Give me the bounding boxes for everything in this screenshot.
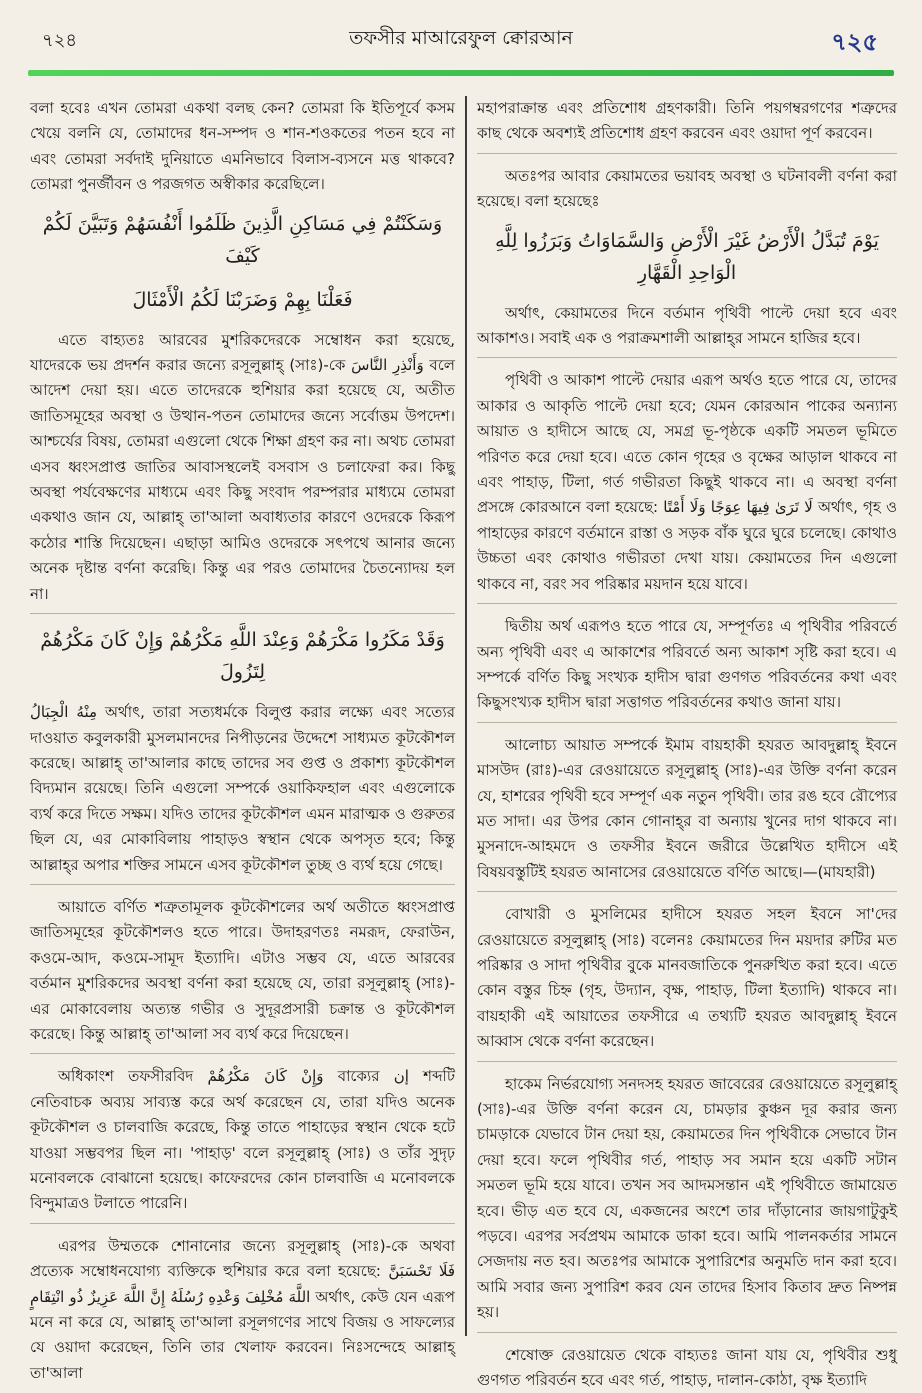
arabic-verse: وَسَكَنْتُمْ فِي مَسَاكِنِ الَّذِينَ ظَلَمُوا أَنْفُسَهُمْ وَتَبَيَّنَ لَكُمْ كَيْفَ: [42, 212, 443, 267]
paragraph: আয়াতে বর্ণিত শত্রুতামূলক কূটকৌশলের অর্থ অতীতে ধ্বংসপ্রাপ্ত জাতিসমূহের কূটকৌশলও হতে পারে। উদাহরণতঃ নমরূদ, ফেরাউন, কওমে-আদ, কওমে-সামূদ ইত্যাদি। এটাও সম্ভব যে, এতে আরবের বর্তমান মুশরিকদের অবস্থা বর্ণনা করা হয়েছে যে, তারা রসূলুল্লাহ্ (সাঃ)-এর মোকাবেলায় অত্যন্ত গভীর ও সুদূরপ্রসারী চক্রান্ত ও কূটকৌশল করেছে। কিন্তু আল্লাহ্ তা'আলা সব ব্যর্থ করে দিয়েছেন।: [30, 895, 455, 1054]
paragraph: এতে বাহ্যতঃ আরবের মুশরিকদেরকে সম্বোধন করা হয়েছে, যাদেরকে ভয় প্রদর্শন করার জন্যে রসূলুল্লাহ্ (সাঃ)-কে وَأَنْذِرِ النَّاسَ বলে আদেশ দেয়া হয়। এতে তাদেরকে হুশিয়ার করা হয়েছে যে, অতীত জাতিসমূহের অবস্থা ও উত্থান-পতন তোমাদের জন্যে সর্বোত্তম উপদেশ। আশ্চর্যের বিষয়, তোমরা এগুলো থেকে শিক্ষা গ্রহণ কর না। অথচ তোমরা এসব ধ্বংসপ্রাপ্ত জাতির আবাসস্থলেই বসবাস ও চলাফেরা কর। কিছু অবস্থা পর্যবেক্ষণের মাধ্যমে এবং কিছু সংবাদ পরম্পরার মাধ্যমে তোমরা একথাও জান যে, আল্লাহ্ তা'আলা অবাধ্যতার কারণে ওদেরকে কিরূপ কঠোর শাস্তি দিয়েছেন। এছাড়া আমিও ওদেরকে সৎপথে আনার জন্যে অনেক দৃষ্টান্ত বর্ণনা করেছি। কিন্তু এর পরও তোমাদের চৈতন্যোদয় হল না।: [30, 328, 455, 614]
book-title: তফসীর মাআরেফুল ক্বোরআন: [349, 27, 573, 49]
paragraph: বলা হবেঃ এখন তোমরা একথা বলছ কেন? তোমরা কি ইতিপূর্বে কসম খেয়ে বলনি যে, তোমাদের ধন-সম্পদ ও শান-শওকতের পতন হবে না এবং তোমরা সর্বদাই দুনিয়াতে এমনিভাবে বিলাস-ব্যসনে মত্ত থাকবে? তোমরা পুনর্জীবন ও পরজগত অস্বীকার করেছিলে।: [30, 99, 455, 194]
paragraph: অর্থাৎ, কেয়ামতের দিনে বর্তমান পৃথিবী পাল্টে দেয়া হবে এবং আকাশও। সবাই এক ও পরাক্রমশালী আল্লাহ্‌র সামনে হাজির হবে।: [477, 301, 897, 359]
right-column: [477, 96, 897, 1390]
paragraph: শেষোক্ত রেওয়ায়েত থেকে বাহ্যতঃ জানা যায় যে, পৃথিবীর শুধু গুণগত পরিবর্তন হবে এবং গর্ত, পাহাড়, দালান-কোঠা, বৃক্ষ ইত্যাদি: [477, 1345, 897, 1390]
paragraph: মহাপরাক্রান্ত এবং প্রতিশোধ গ্রহণকারী। তিনি পয়গম্বরগণের শত্রুদের কাছ থেকে অবশ্যই প্রতিশোধ গ্রহণ করবেন এবং ওয়াদা পূর্ণ করবেন।: [477, 96, 897, 154]
paragraph: বোখারী ও মুসলিমের হাদীসে হযরত সহল ইবনে সা'দের রেওয়ায়েতে রসূলুল্লাহ্ (সাঃ) বলেনঃ কেয়ামতের দিন ময়দার রুটির মত পরিষ্কার ও সাদা পৃথিবীর বুকে মানবজাতিকে পুনরুত্থিত করা হবে। এতে কোন বস্তুর চিহ্ন (গৃহ, উদ্যান, বৃক্ষ, পাহাড়, টিলা ইত্যাদি) থাকবে না। বায়হাকী এই আয়াতের তফসীরে এ তথ্যটি হযরত আবদুল্লাহ্ ইবনে আব্বাস থেকে বর্ণনা করেছেন।: [477, 902, 897, 1061]
page-number-right: ৭২৫: [831, 28, 878, 56]
paragraph: হাকেম নির্ভরযোগ্য সনদসহ হযরত জাবেরের রেওয়ায়েতে রসূলুল্লাহ্ (সাঃ)-এর উক্তি বর্ণনা করেন যে, চামড়ার কুঞ্চন দূর করার জন্য চামড়াকে যেভাবে টান দেয়া হয়, কেয়ামতের দিন পৃথিবীকে সেভাবে টান দেয়া হবে। ফলে পৃথিবীর গর্ত, পাহাড় সব সমান হয়ে একটি সটান সমতল ভূমি হয়ে যাবে। তখন সব আদমসন্তান এই পৃথিবীতে জামায়েত হবে। ভীড় এত হবে যে, একজনের অংশে তার দাঁড়ানোর জায়গাটুকুই পড়বে। এরপর সর্বপ্রথম আমাকে ডাকা হবে। আমি পালনকর্তার সামনে সেজদায় নত হব। অতঃপর আমাকে সুপারিশের অনুমতি দান করা হবে। আমি সবার জন্য সুপারিশ করব যেন তাদের হিসাব কিতাব দ্রুত নিষ্পন্ন হয়।: [477, 1072, 897, 1333]
column-divider: [465, 96, 467, 1336]
paragraph: পৃথিবী ও আকাশ পাল্টে দেয়ার এরূপ অর্থও হতে পারে যে, তাদের আকার ও আকৃতি পাল্টে দেয়া হবে; যেমন কোরআন পাকের অন্যান্য আয়াত ও হাদীসে আছে যে, সমগ্র ভূ-পৃষ্ঠকে একটি সমতল ভূমিতে পরিণত করে দেয়া হবে। এতে কোন গৃহের ও বৃক্ষের আড়াল থাকবে না এবং পাহাড়, টিলা, গর্ত গভীরতা কিছুই থাকবে না। এ অবস্থা বর্ণনা প্রসঙ্গে কোরআনে বলা হয়েছে: لَا تَرَىٰ فِيهَا عِوَجًا وَلَا أَمْتًا অর্থাৎ, গৃহ ও পাহাড়ের কারণে বর্তমানে রাস্তা ও সড়ক বাঁক ঘুরে ঘুরে চলেছে। কোথাও উচ্চতা এবং কোথাও গভীরতা দেখা যায়। কেয়ামতের দিন এগুলো থাকবে না, বরং সব পরিষ্কার ময়দান হয়ে যাবে।: [477, 368, 897, 604]
header-rule: [28, 70, 894, 76]
paragraph: দ্বিতীয় অর্থ এরূপও হতে পারে যে, সম্পূর্ণতঃ এ পৃথিবীর পরিবর্তে অন্য পৃথিবী এবং এ আকাশের পরিবর্তে অন্য আকাশ সৃষ্টি করা হবে। এ সম্পর্কে বর্ণিত কিছু সংখ্যক হাদীস দ্বারা গুণগত পরিবর্তনের কথা এবং কিছুসংখ্যক হাদীস দ্বারা সত্তাগত পরিবর্তনের কথাও জানা যায়।: [477, 614, 897, 723]
paragraph: এরপর উম্মতকে শোনানোর জন্যে রসূলুল্লাহ্ (সাঃ)-কে অথবা প্রত্যেক সম্বোধনযোগ্য ব্যক্তিকে হুশিয়ার করে বলা হয়েছে: فَلَا تَحْسَبَنَّ اللَّهَ مُخْلِفَ وَعْدِهِ رُسُلَهُ إِنَّ اللَّهَ عَزِيزٌ ذُو انْتِقَامٍ অর্থাৎ, কেউ যেন এরূপ মনে না করে যে, আল্লাহ্ তা'আলা রসূলগণের সাথে বিজয় ও সাফল্যের যে ওয়াদা করেছেন, তিনি তার খেলাফ করবেন। নিঃসন্দেহে আল্লাহ্ তা'আলা: [30, 1236, 455, 1382]
running-header: [18, 22, 904, 80]
page-number-left: ৭২৪: [42, 30, 78, 51]
paragraph: অধিকাংশ তফসীরবিদ وَإِنْ كَانَ مَكْرُهُمْ বাক্যের إن শব্দটি নেতিবাচক অব্যয় সাব্যস্ত করে অর্থ করেছেন যে, তারা যদিও অনেক কূটকৌশল ও চালবাজি করেছে, কিন্তু তাতে পাহাড়ের স্বস্থান থেকে হটে যাওয়া সম্ভবপর ছিল না। 'পাহাড়' বলে রসূলুল্লাহ্ (সাঃ) ও তাঁর সুদৃঢ় মনোবলকে বোঝানো হয়েছে। কাফেরদের কোন চালবাজি এ মনোবলকে বিন্দুমাত্রও টলাতে পারেনি।: [30, 1064, 455, 1223]
left-column: [30, 96, 456, 1382]
arabic-verse: فَعَلْنَا بِهِمْ وَضَرَبْنَا لَكُمُ الْأَمْثَالَ: [132, 288, 353, 311]
arabic-verse: يَوْمَ تُبَدَّلُ الْأَرْضُ غَيْرَ الْأَرْضِ وَالسَّمَاوَاتُ وَبَرَزُوا لِلَّهِ الْوَاحِدِ الْقَهَّارِ: [495, 229, 879, 284]
paragraph: আলোচ্য আয়াত সম্পর্কে ইমাম বায়হাকী হযরত আবদুল্লাহ্ ইবনে মাসউদ (রাঃ)-এর রেওয়ায়েতে রসূলুল্লাহ্ (সাঃ)-এর উক্তি বর্ণনা করেন যে, হাশরের পৃথিবী হবে সম্পূর্ণ এক নতুন পৃথিবী। তার রঙ হবে রৌপ্যের মত সাদা। এর উপর কোন গোনাহ্‌র বা অন্যায় খুনের দাগ থাকবে না। মুসনাদে-আহমদে ও তফসীর ইবনে জরীরে উল্লেখিত হাদীসে এই বিষয়বস্তুটিই হযরত আনাসের রেওয়ায়েতে বর্ণিত আছে।—(মাযহারী): [477, 733, 897, 892]
paragraph: অতঃপর আবার কেয়ামতের ভয়াবহ অবস্থা ও ঘটনাবলী বর্ণনা করা হয়েছে। বলা হয়েছেঃ: [477, 166, 897, 211]
arabic-verse: وَقَدْ مَكَرُوا مَكْرَهُمْ وَعِنْدَ اللَّهِ مَكْرُهُمْ وَإِنْ كَانَ مَكْرُهُمْ لِتَزُولَ: [40, 629, 445, 684]
paragraph: مِنْهُ الْجِبَالُ অর্থাৎ, তারা সত্যধর্মকে বিলুপ্ত করার লক্ষ্যে এবং সত্যের দাওয়াত কবুলকারী মুসলমানদের নিপীড়নের উদ্দেশে সাধ্যমত কূটকৌশল করেছে। আল্লাহ্ তা'আলার কাছে তাদের সব গুপ্ত ও প্রকাশ্য কূটকৌশল বিদ্যমান রয়েছে। তিনি এগুলো সম্পর্কে ওয়াকিফহাল এবং এগুলোকে ব্যর্থ করে দিতে সক্ষম। যদিও তাদের কূটকৌশল এমন মারাত্মক ও গুরুতর ছিল যে, এর মোকাবিলায় পাহাড়ও স্বস্থান থেকে অপসৃত হবে; কিন্তু আল্লাহ্‌র অপার শক্তির সামনে এসব কূটকৌশল তুচ্ছ ও ব্যর্থ হয়ে গেছে।: [30, 700, 455, 885]
